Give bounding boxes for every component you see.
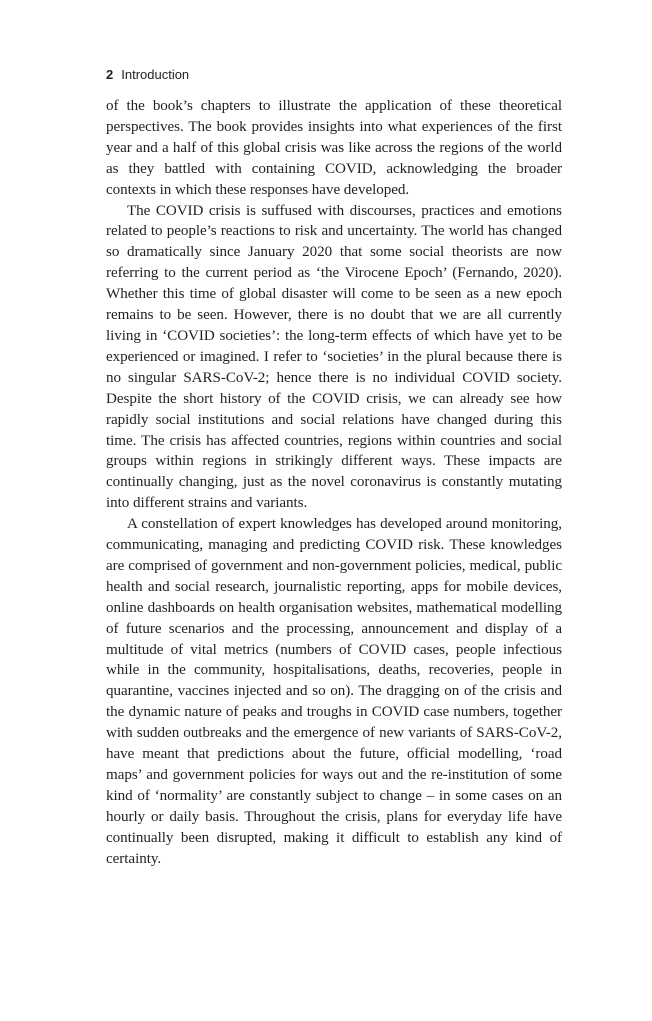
body-text: [106, 96, 562, 870]
page-number: 2: [106, 67, 114, 82]
paragraph-expert-knowledges: A constellation of expert knowledges has developed around monitoring, communicating, managing and predicting COVID risk. These knowledges are comprised of government and non-government policies, medical, public health and social research, journalistic reporting, apps for mobile devices, online dashboards on health organisation websites, mathematical modelling of future scenarios and the processing, announcement and display of a multitude of vital metrics (numbers of COVID cases, people infectious while in the community, hospitalisations, deaths, recoveries, people in quarantine, vaccines injected and so on). The dragging on of the crisis and the dynamic nature of peaks and troughs in COVID case numbers, together with sudden outbreaks and the emergence of new variants of SARS-CoV-2, have meant that predictions about the future, official modelling, ‘road maps’ and government policies for ways out and the re-institution of some kind of ‘normality’ are constantly subject to change – in some cases on an hourly or daily basis. Throughout the crisis, plans for everyday life have continually been disrupted, making it difficult to establish any kind of certainty.: [106, 516, 562, 867]
book-page: [106, 66, 562, 870]
running-head: [106, 66, 562, 84]
section-title: Introduction: [121, 67, 190, 82]
paragraph-covid-crisis: The COVID crisis is suffused with discourses, practices and emotions related to people’s reactions to risk and uncertainty. The world has changed so dramatically since January 2020 that some social theorists are now referring to the current period as ‘the Virocene Epoch’ (Fernando, 2020). Whether this time of global disaster will come to be seen as a new epoch remains to be seen. However, there is no doubt that we are all currently living in ‘COVID societies’: the long-term effects of which have yet to be experienced or imagined. I refer to ‘societies’ in the plural because there is no singular SARS-CoV-2; hence there is no individual COVID society. Despite the short history of the COVID crisis, we can already see how rapidly social institutions and social relations have changed during this time. The crisis has affected countries, regions within countries and social groups within regions in strikingly different ways. These impacts are continually changing, just as the novel coronavirus is constantly mutating into different strains and variants.: [106, 202, 562, 512]
paragraph-continued: of the book’s chapters to illustrate the application of these theoretical perspectives. The book provides insights into what experiences of the first year and a half of this global crisis was like across the regions of the world as they battled with containing COVID, acknowledging the broader contexts in which these responses have developed.: [106, 98, 562, 198]
